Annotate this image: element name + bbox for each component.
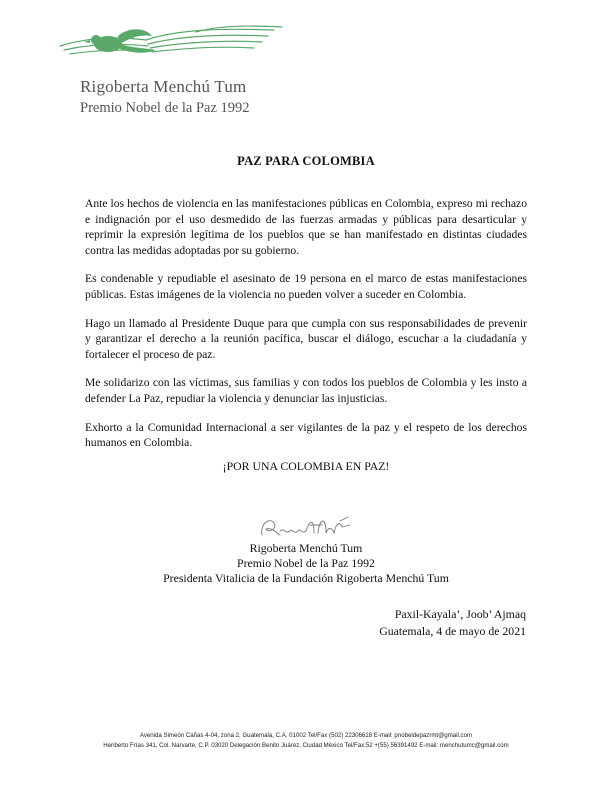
footer-address-guatemala: Avenida Simeón Cañas 4-04, zona 2, Guatemala, C.A. 01002 Tel/Fax (502) 22306618 E-mail: pnobeldepazrmt@gmail.com	[139, 732, 473, 739]
paragraph-1: Ante los hechos de violencia en las manifestaciones públicas en Colombia, expreso mi rechazo e indignación por el uso desmedido de las fuerzas armadas y públicas para desarticular y reprimir la expresión legítima de los pueblos que se han manifestado en distintas ciudades contra las medidas adoptadas por su gobierno.	[85, 197, 527, 257]
paragraph-4: Me solidarizo con las víctimas, sus familias y con todos los pueblos de Colombia y les insto a defender La Paz, repudiar la violencia y denunciar las injusticias.	[85, 376, 527, 405]
date: Guatemala, 4 de mayo de 2021	[379, 624, 526, 638]
document-body	[85, 196, 527, 464]
letterhead	[56, 24, 296, 116]
signatory-name: Rigoberta Menchú Tum	[249, 541, 363, 555]
letterhead-subtitle: Premio Nobel de la Paz 1992	[80, 100, 250, 116]
signatory-role: Presidenta Vitalicia de la Fundación Rigoberta Menchú Tum	[163, 571, 449, 585]
footer	[0, 731, 612, 751]
document-title: PAZ PARA COLOMBIA	[237, 154, 375, 168]
signatory-title: Premio Nobel de la Paz 1992	[237, 556, 375, 570]
paragraph-5: Exhorto a la Comunidad Internacional a ser vigilantes de la paz y el respeto de los derechos humanos en Colombia.	[85, 420, 527, 450]
paragraph-3: Hago un llamado al Presidente Duque para que cumpla con sus responsabilidades de prevenir y garantizar el derecho a la reunión pacífica, buscar el diálogo, escuchar a la ciudadanía y fortalecer el proceso de paz.	[85, 316, 527, 361]
paragraph-2: Es condenable y repudiable el asesinato de 19 persona en el marco de estas manifestaciones públicas. Estas imágenes de la violencia no pueden volver a suceder en Colombia.	[85, 272, 527, 301]
handwritten-signature	[256, 513, 356, 541]
place: Paxil-Kayala’, Joob’ Ajmaq	[394, 607, 526, 621]
closing-slogan: ¡POR UNA COLOMBIA EN PAZ!	[222, 459, 390, 473]
signature-block	[0, 513, 612, 586]
place-date	[379, 606, 526, 640]
letterhead-name: Rigoberta Menchú Tum	[80, 77, 247, 96]
footer-address-mexico: Heriberto Frías 341, Col. Narvarte, C.P. 03020 Delegación Benito Juárez, Ciudad México Tel/Fax:52 +(55) 56391492 E-mail: menchutumc@gmail.com	[103, 742, 509, 749]
dove-icon	[56, 24, 286, 60]
